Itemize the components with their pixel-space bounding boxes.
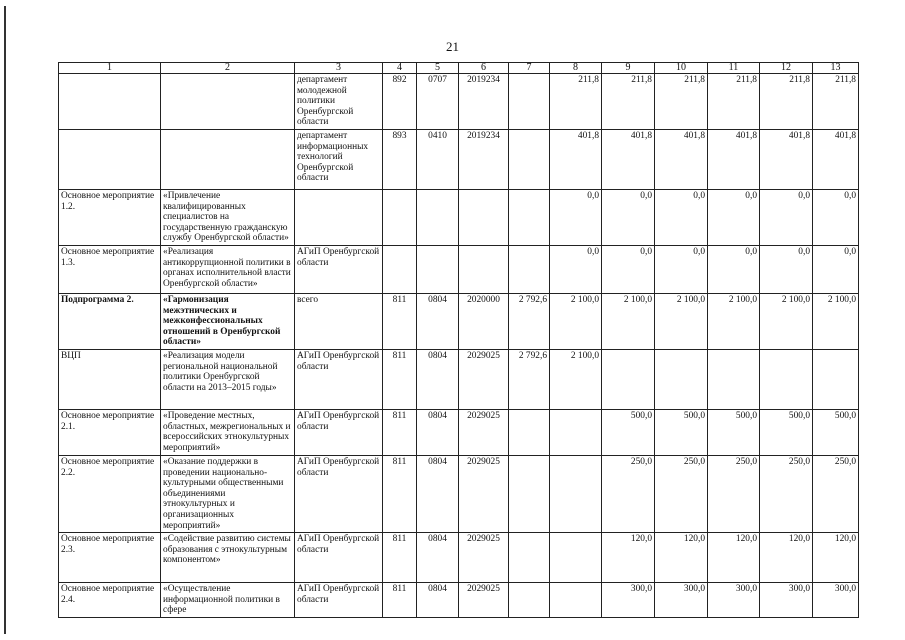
- code-cell: 811: [383, 293, 417, 349]
- table-row: [59, 533, 859, 583]
- value-cell: 300,0: [655, 583, 708, 618]
- name-cell: «Оказание поддержки в проведении национально-культурными общественными объединениями этнокультурных и организационных мероприятий»: [161, 455, 295, 532]
- table-row: [59, 245, 859, 293]
- value-cell: 500,0: [708, 409, 760, 455]
- code-cell: 811: [383, 583, 417, 618]
- value-cell: 500,0: [813, 409, 859, 455]
- value-cell: 500,0: [760, 409, 813, 455]
- section-cell: 0707: [417, 74, 459, 130]
- value-cell: 300,0: [708, 583, 760, 618]
- value-cell: 0,0: [602, 189, 655, 245]
- table-row: [59, 189, 859, 245]
- value-cell: 120,0: [813, 533, 859, 583]
- value-cell: 2 100,0: [602, 293, 655, 349]
- value-cell: 0,0: [550, 189, 602, 245]
- value-cell: 300,0: [813, 583, 859, 618]
- table-row: [59, 129, 859, 189]
- value-cell: 0,0: [602, 245, 655, 293]
- value-cell: 401,8: [760, 129, 813, 189]
- event-cell: Подпрограмма 2.: [59, 293, 161, 349]
- table-row: [59, 349, 859, 409]
- value-cell: 250,0: [708, 455, 760, 532]
- value-cell: 0,0: [813, 189, 859, 245]
- event-cell: Основное мероприятие 2.1.: [59, 409, 161, 455]
- value-cell: [602, 349, 655, 409]
- target-cell: [459, 245, 509, 293]
- value-cell: [550, 455, 602, 532]
- value-cell: 401,8: [550, 129, 602, 189]
- column-header: 3: [295, 63, 383, 74]
- value-cell: [509, 455, 550, 532]
- target-cell: [459, 189, 509, 245]
- value-cell: [509, 409, 550, 455]
- value-cell: 0,0: [655, 189, 708, 245]
- value-cell: 0,0: [760, 245, 813, 293]
- value-cell: 250,0: [760, 455, 813, 532]
- budget-table: [58, 62, 859, 618]
- section-cell: [417, 245, 459, 293]
- name-cell: «Реализация модели региональной национальной политики Оренбургской области на 2013–2015 годы»: [161, 349, 295, 409]
- executor-cell: всего: [295, 293, 383, 349]
- table-row: [59, 455, 859, 532]
- value-cell: 2 100,0: [760, 293, 813, 349]
- value-cell: [550, 409, 602, 455]
- target-cell: 2029025: [459, 409, 509, 455]
- value-cell: 2 100,0: [708, 293, 760, 349]
- value-cell: 0,0: [760, 189, 813, 245]
- column-header: 6: [459, 63, 509, 74]
- event-cell: Основное мероприятие 2.4.: [59, 583, 161, 618]
- value-cell: 250,0: [813, 455, 859, 532]
- executor-cell: департамент информационных технологий Оренбургской области: [295, 129, 383, 189]
- value-cell: 0,0: [813, 245, 859, 293]
- value-cell: 120,0: [760, 533, 813, 583]
- executor-cell: АГиП Оренбургской области: [295, 349, 383, 409]
- code-cell: 811: [383, 349, 417, 409]
- table-row: [59, 74, 859, 130]
- value-cell: 120,0: [602, 533, 655, 583]
- value-cell: [550, 583, 602, 618]
- value-cell: 500,0: [655, 409, 708, 455]
- value-cell: 0,0: [550, 245, 602, 293]
- table-row: [59, 293, 859, 349]
- value-cell: 401,8: [813, 129, 859, 189]
- code-cell: [383, 189, 417, 245]
- name-cell: «Реализация антикоррупционной политики в органах исполнительной власти Оренбургской области»: [161, 245, 295, 293]
- column-header: 11: [708, 63, 760, 74]
- event-cell: Основное мероприятие 1.2.: [59, 189, 161, 245]
- name-cell: «Осуществление информационной политики в сфере: [161, 583, 295, 618]
- value-cell: 0,0: [708, 245, 760, 293]
- target-cell: 2029025: [459, 455, 509, 532]
- value-cell: 401,8: [655, 129, 708, 189]
- executor-cell: [295, 189, 383, 245]
- code-cell: 892: [383, 74, 417, 130]
- value-cell: 211,8: [708, 74, 760, 130]
- executor-cell: АГиП Оренбургской области: [295, 455, 383, 532]
- value-cell: 211,8: [760, 74, 813, 130]
- value-cell: 2 100,0: [655, 293, 708, 349]
- column-header: 7: [509, 63, 550, 74]
- value-cell: 401,8: [708, 129, 760, 189]
- target-cell: 2029025: [459, 349, 509, 409]
- value-cell: 120,0: [708, 533, 760, 583]
- column-header: 1: [59, 63, 161, 74]
- executor-cell: АГиП Оренбургской области: [295, 409, 383, 455]
- column-header: 4: [383, 63, 417, 74]
- code-cell: 811: [383, 533, 417, 583]
- column-header: 8: [550, 63, 602, 74]
- value-cell: 0,0: [708, 189, 760, 245]
- column-header: 2: [161, 63, 295, 74]
- event-cell: Основное мероприятие 2.3.: [59, 533, 161, 583]
- value-cell: 300,0: [760, 583, 813, 618]
- value-cell: 250,0: [655, 455, 708, 532]
- value-cell: 120,0: [655, 533, 708, 583]
- section-cell: 0804: [417, 455, 459, 532]
- target-cell: 2029025: [459, 583, 509, 618]
- value-cell: 2 792,6: [509, 349, 550, 409]
- code-cell: 811: [383, 409, 417, 455]
- value-cell: 2 100,0: [813, 293, 859, 349]
- value-cell: [760, 349, 813, 409]
- target-cell: 2019234: [459, 74, 509, 130]
- value-cell: 211,8: [550, 74, 602, 130]
- section-cell: 0804: [417, 409, 459, 455]
- column-header: 12: [760, 63, 813, 74]
- event-cell: Основное мероприятие 2.2.: [59, 455, 161, 532]
- header-row: [59, 63, 859, 74]
- value-cell: [509, 74, 550, 130]
- name-cell: «Проведение местных, областных, межрегиональных и всероссийских этнокультурных мероприятий»: [161, 409, 295, 455]
- value-cell: [813, 349, 859, 409]
- target-cell: 2029025: [459, 533, 509, 583]
- value-cell: 401,8: [602, 129, 655, 189]
- executor-cell: АГиП Оренбургской области: [295, 583, 383, 618]
- section-cell: 0804: [417, 583, 459, 618]
- event-cell: Основное мероприятие 1.3.: [59, 245, 161, 293]
- value-cell: 500,0: [602, 409, 655, 455]
- value-cell: [509, 533, 550, 583]
- value-cell: [550, 533, 602, 583]
- column-header: 5: [417, 63, 459, 74]
- executor-cell: АГиП Оренбургской области: [295, 533, 383, 583]
- code-cell: 893: [383, 129, 417, 189]
- section-cell: 0804: [417, 293, 459, 349]
- event-cell: ВЦП: [59, 349, 161, 409]
- section-cell: 0410: [417, 129, 459, 189]
- page-edge-line: [4, 6, 6, 634]
- event-cell: [59, 129, 161, 189]
- target-cell: 2020000: [459, 293, 509, 349]
- code-cell: [383, 245, 417, 293]
- column-header: 10: [655, 63, 708, 74]
- column-header: 9: [602, 63, 655, 74]
- value-cell: [655, 349, 708, 409]
- name-cell: «Содействие развитию системы образования с этнокультурным компонентом»: [161, 533, 295, 583]
- executor-cell: департамент молодежной политики Оренбургской области: [295, 74, 383, 130]
- section-cell: [417, 189, 459, 245]
- value-cell: [509, 129, 550, 189]
- page-number: 21: [446, 39, 459, 54]
- value-cell: 211,8: [813, 74, 859, 130]
- name-cell: [161, 129, 295, 189]
- value-cell: 211,8: [655, 74, 708, 130]
- event-cell: [59, 74, 161, 130]
- name-cell: [161, 74, 295, 130]
- value-cell: [509, 189, 550, 245]
- value-cell: 211,8: [602, 74, 655, 130]
- value-cell: [509, 583, 550, 618]
- column-header: 13: [813, 63, 859, 74]
- table-row: [59, 583, 859, 618]
- value-cell: [708, 349, 760, 409]
- executor-cell: АГиП Оренбургской области: [295, 245, 383, 293]
- section-cell: 0804: [417, 533, 459, 583]
- target-cell: 2019234: [459, 129, 509, 189]
- value-cell: 2 100,0: [550, 293, 602, 349]
- value-cell: 2 792,6: [509, 293, 550, 349]
- value-cell: 2 100,0: [550, 349, 602, 409]
- value-cell: [509, 245, 550, 293]
- value-cell: 250,0: [602, 455, 655, 532]
- value-cell: 0,0: [655, 245, 708, 293]
- table-row: [59, 409, 859, 455]
- code-cell: 811: [383, 455, 417, 532]
- section-cell: 0804: [417, 349, 459, 409]
- name-cell: «Гармонизация межэтнических и межконфессиональных отношений в Оренбургской области»: [161, 293, 295, 349]
- value-cell: 300,0: [602, 583, 655, 618]
- name-cell: «Привлечение квалифицированных специалистов на государственную гражданскую службу Оренбургской области»: [161, 189, 295, 245]
